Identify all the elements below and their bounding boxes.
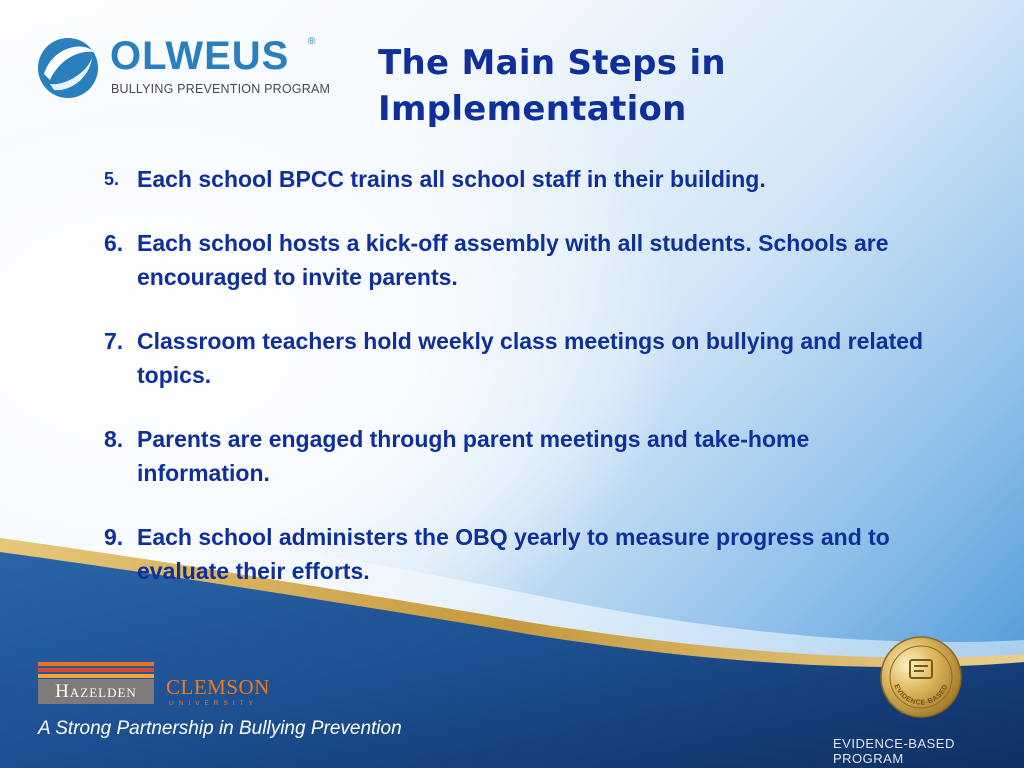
clemson-subtitle: UNIVERSITY — [169, 700, 259, 707]
hazelden-stripe — [38, 674, 154, 678]
step-item — [104, 422, 934, 490]
hazelden-logo — [38, 662, 154, 704]
step-text: Each school BPCC trains all school staff in their building. — [137, 166, 766, 192]
step-number: 7. — [104, 328, 124, 354]
step-number: 6. — [104, 230, 124, 256]
evidence-based-program-label: EVIDENCE-BASED PROGRAM — [833, 736, 955, 766]
step-text: Each school hosts a kick-off assembly with all students. Schools are encouraged to invite parents. — [137, 230, 889, 290]
slide-title-line-2: Implementation — [378, 89, 687, 129]
olweus-wordmark: OLWEUS — [110, 34, 290, 78]
olweus-mark-icon — [30, 28, 106, 104]
step-number: 8. — [104, 426, 124, 452]
hazelden-wordmark: Hazelden — [38, 679, 154, 704]
evidence-based-seal-icon — [878, 634, 964, 720]
step-text: Classroom teachers hold weekly class meetings on bullying and related topics. — [137, 328, 924, 388]
step-item — [104, 226, 934, 294]
slide-title-line-1: The Main Steps in — [378, 43, 726, 83]
step-item — [104, 162, 934, 196]
step-item — [104, 520, 934, 588]
hazelden-stripe — [38, 662, 154, 666]
partnership-tagline: A Strong Partnership in Bullying Prevention — [38, 718, 402, 739]
step-item — [104, 324, 934, 392]
clemson-wordmark: CLEMSON — [166, 675, 270, 699]
step-number: 9. — [104, 524, 124, 550]
registered-mark: ® — [308, 36, 316, 47]
step-text: Each school administers the OBQ yearly to measure progress and to evaluate their efforts. — [137, 524, 890, 584]
step-text: Parents are engaged through parent meetings and take-home information. — [137, 426, 810, 486]
olweus-tagline: BULLYING PREVENTION PROGRAM — [111, 82, 331, 96]
seal-text: EVIDENCE-BASED — [892, 683, 950, 707]
olweus-logo — [30, 28, 330, 108]
hazelden-stripe — [38, 668, 154, 672]
steps-list — [104, 162, 934, 618]
slide-title — [378, 40, 818, 132]
step-number: 5. — [104, 169, 120, 189]
clemson-logo — [166, 676, 278, 708]
